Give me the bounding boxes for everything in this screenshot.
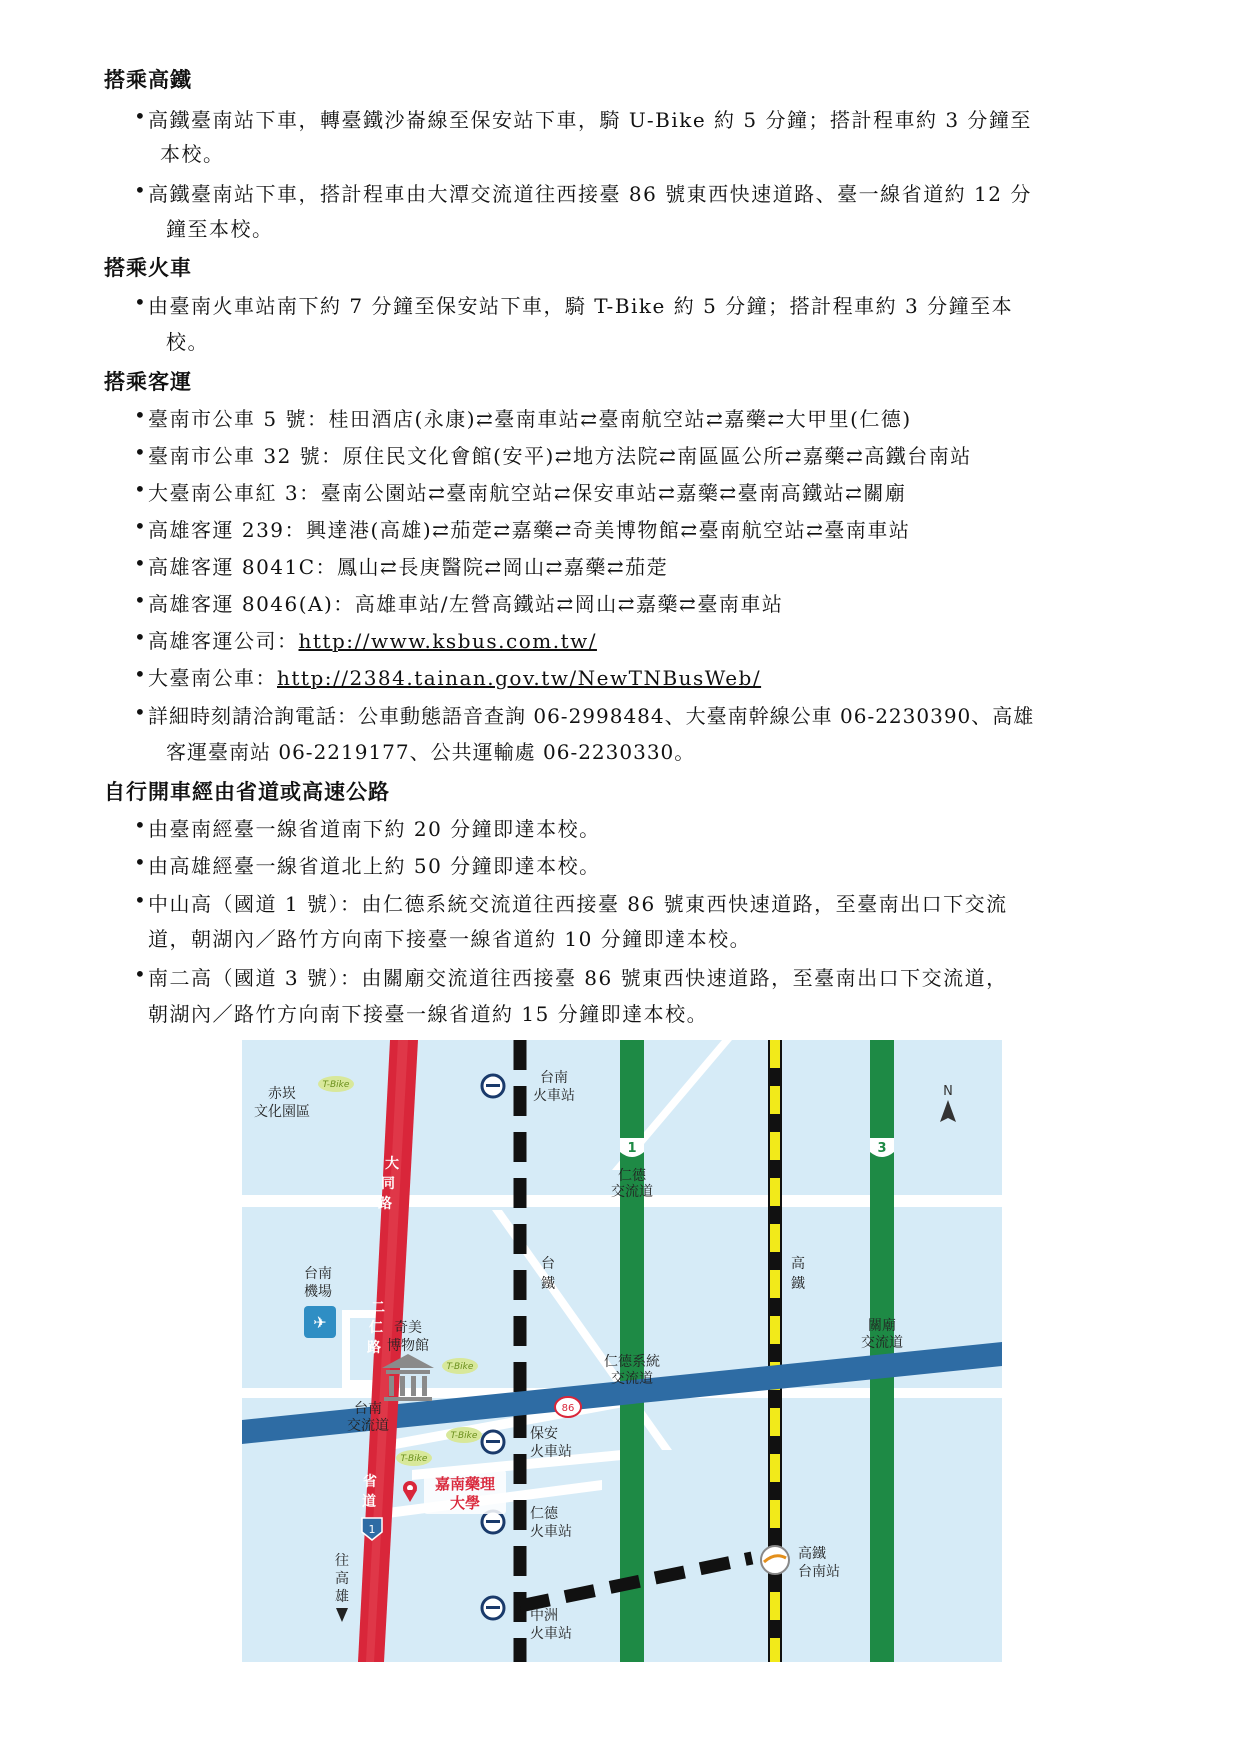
hsr-vert-label-1: 高 <box>791 1256 805 1272</box>
freeway-3-shield <box>870 1138 894 1157</box>
rende-ic-label-2: 交流道 <box>611 1184 653 1200</box>
svg-text:1: 1 <box>627 1141 637 1156</box>
drive-item-4-cont: 朝湖內／路竹方向南下接臺一線省道約 15 分鐘即達本校。 <box>148 1002 709 1026</box>
hsr-item-2-cont: 鐘至本校。 <box>166 217 274 241</box>
to-kaohsiung-label-3: 雄 <box>335 1589 349 1605</box>
bus-phone-info-cont: 客運臺南站 06-2219177、公共運輸處 06-2230330。 <box>166 740 696 764</box>
bus-route-4: • 高雄客運 239：興達港(高雄)⇄茄萣⇄嘉藥⇄奇美博物館⇄臺南航空站⇄臺南車站 <box>148 514 910 543</box>
baoan-label-2: 火車站 <box>530 1444 572 1460</box>
hsr-item-1: • 高鐵臺南站下車，轉臺鐵沙崙線至保安站下車，騎 U-Bike 約 5 分鐘；搭計程車約 3 分鐘至 <box>148 104 1032 133</box>
svg-text:1: 1 <box>368 1523 376 1536</box>
bus-phone-info: • 詳細時刻請洽詢電話：公車動態語音查詢 06-2998484、大臺南幹線公車 06-2230390、高雄 <box>148 700 1034 729</box>
freeway-1-shield <box>620 1138 644 1157</box>
tainan-station-label-2: 火車站 <box>533 1088 575 1104</box>
ksbus-link-label: 高雄客運公司： <box>148 629 299 653</box>
to-kaohsiung-label-1: 往 <box>335 1553 349 1569</box>
svg-text:3: 3 <box>877 1141 887 1156</box>
svg-text:86: 86 <box>561 1403 575 1414</box>
hsr-item-1-cont: 本校。 <box>160 142 225 166</box>
chikan-label-1: 赤崁 <box>268 1086 296 1102</box>
tai-rail-label-1: 台 <box>541 1256 555 1272</box>
hsr-item-2: • 高鐵臺南站下車，搭計程車由大潭交流道往西接臺 86 號東西快速道路、臺一線省道約 12 分 <box>148 178 1032 207</box>
datong-rd-label-2: 同 <box>381 1176 395 1192</box>
drive-item-1: • 由臺南經臺一線省道南下約 20 分鐘即達本校。 <box>148 813 601 842</box>
datong-rd-label-3: 路 <box>378 1196 392 1212</box>
drive-item-3-cont: 道，朝湖內／路竹方向南下接臺一線省道約 10 分鐘即達本校。 <box>148 927 752 951</box>
bus-route-1: • 臺南市公車 5 號：桂田酒店(永康)⇄臺南車站⇄臺南航空站⇄嘉藥⇄大甲里(仁德) <box>148 403 912 432</box>
tbike-label-cnu: T-Bike <box>400 1454 428 1464</box>
tnbus-link[interactable]: http://2384.tainan.gov.tw/NewTNBusWeb/ <box>277 666 762 690</box>
drive-item-4: • 南二高（國道 3 號）：由關廟交流道往西接臺 86 號東西快速道路，至臺南出口下交流道， <box>148 962 1008 991</box>
to-kaohsiung-label-2: 高 <box>335 1571 349 1587</box>
ksbus-link-line <box>148 625 597 654</box>
heading-train: 搭乘火車 <box>104 256 192 280</box>
train-item-1-cont: 校。 <box>166 330 209 354</box>
hsr-station-label-2: 台南站 <box>798 1564 840 1580</box>
hsr-station-label-1: 高鐵 <box>798 1546 826 1562</box>
rende-jct-label-2: 交流道 <box>611 1371 653 1387</box>
drive-item-2: • 由高雄經臺一線省道北上約 50 分鐘即達本校。 <box>148 850 601 879</box>
tai-rail-label-2: 鐵 <box>541 1276 555 1292</box>
chikan-label-2: 文化園區 <box>254 1104 310 1120</box>
datong-rd-label-1: 大 <box>385 1156 399 1172</box>
airport-label-2: 機場 <box>304 1284 332 1300</box>
provincial-label-2: 道 <box>362 1494 376 1510</box>
tainan-ic-label-1: 台南 <box>354 1401 382 1417</box>
freeway-1-line <box>620 1040 644 1662</box>
route-86-badge <box>555 1397 581 1417</box>
rende-station-label-1: 仁德 <box>530 1506 558 1522</box>
svg-text:N: N <box>943 1084 953 1099</box>
location-map <box>242 1040 1002 1662</box>
rende-ic-label-1: 仁德 <box>618 1168 646 1184</box>
tnbus-link-line <box>148 662 761 691</box>
tbike-label-baoan: T-Bike <box>450 1431 478 1441</box>
bus-route-6: • 高雄客運 8046(A)：高雄車站/左營高鐵站⇄岡山⇄嘉藥⇄臺南車站 <box>148 588 783 617</box>
chimei-label-1: 奇美 <box>394 1320 422 1336</box>
provincial-label-1: 省 <box>363 1474 377 1490</box>
baoan-label-1: 保安 <box>530 1426 558 1442</box>
freeway-3-line <box>870 1040 894 1662</box>
tnbus-link-label: 大臺南公車： <box>148 666 277 690</box>
zhongzhou-label-2: 火車站 <box>530 1626 572 1642</box>
heading-bus: 搭乘客運 <box>104 370 192 394</box>
train-item-1: • 由臺南火車站南下約 7 分鐘至保安站下車，騎 T-Bike 約 5 分鐘；搭計程車約 3 分鐘至本 <box>148 290 1013 319</box>
heading-hsr: 搭乘高鐵 <box>104 68 192 92</box>
svg-text:✈: ✈ <box>313 1313 327 1332</box>
drive-item-3: • 中山高（國道 1 號）：由仁德系統交流道往西接臺 86 號東西快速道路，至臺南出口下交流 <box>148 888 1008 917</box>
ksbus-link[interactable]: http://www.ksbus.com.tw/ <box>298 629 597 653</box>
rende-jct-label-1: 仁德系統 <box>604 1354 660 1370</box>
airport-icon <box>304 1306 336 1338</box>
chimei-label-2: 博物館 <box>387 1338 429 1354</box>
tainan-station-label-1: 台南 <box>540 1070 568 1086</box>
cnu-label-2: 大學 <box>449 1494 481 1512</box>
rende-station-label-2: 火車站 <box>530 1524 572 1540</box>
bus-route-2: • 臺南市公車 32 號：原住民文化會館(安平)⇄地方法院⇄南區區公所⇄嘉藥⇄高鐵台南站 <box>148 440 972 469</box>
bus-route-5: • 高雄客運 8041C：鳳山⇄長庚醫院⇄岡山⇄嘉藥⇄茄萣 <box>148 551 668 580</box>
airport-label-1: 台南 <box>304 1266 332 1282</box>
tbike-label-chikan: T-Bike <box>322 1080 350 1090</box>
guanmiao-ic-label-2: 交流道 <box>861 1335 903 1351</box>
tainan-ic-label-2: 交流道 <box>347 1418 389 1434</box>
zhongzhou-label-1: 中洲 <box>530 1608 558 1624</box>
guanmiao-ic-label-1: 關廟 <box>868 1318 896 1334</box>
heading-drive: 自行開車經由省道或高速公路 <box>104 780 390 804</box>
bus-route-3: • 大臺南公車紅 3：臺南公園站⇄臺南航空站⇄保安車站⇄嘉藥⇄臺南高鐵站⇄關廟 <box>148 477 906 506</box>
cnu-label-1: 嘉南藥理 <box>434 1475 496 1493</box>
tbike-label-chimei: T-Bike <box>446 1362 474 1372</box>
hsr-vert-label-2: 鐵 <box>791 1276 805 1292</box>
erren-rd-label-1: 二 <box>371 1300 385 1316</box>
erren-rd-label-2: 仁 <box>369 1320 383 1336</box>
erren-rd-label-3: 路 <box>367 1340 381 1356</box>
